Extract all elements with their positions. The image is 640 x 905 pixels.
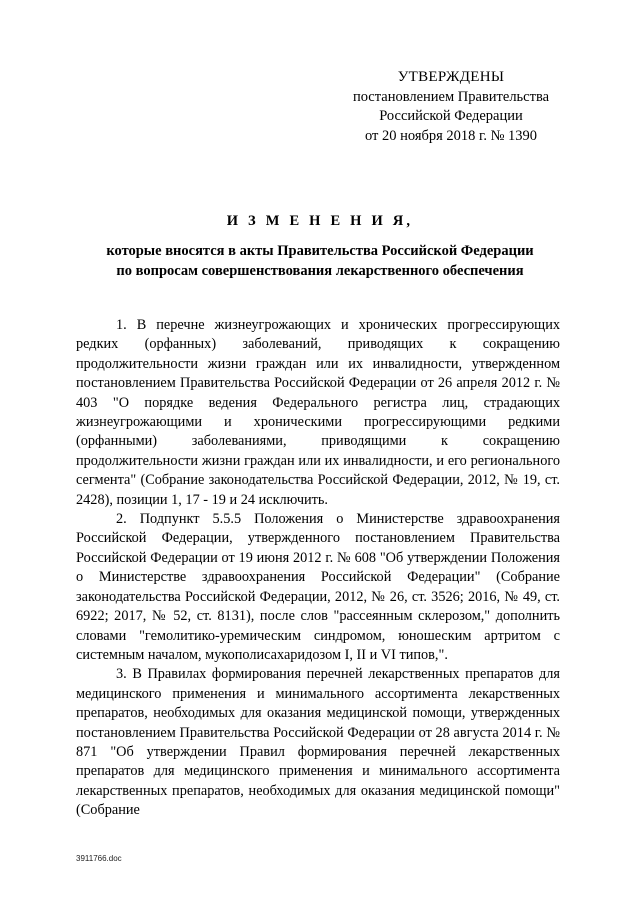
document-body xyxy=(76,316,560,821)
approval-line-date: от 20 ноября 2018 г. № 1390 xyxy=(364,127,538,144)
approval-heading: УТВЕРЖДЕНЫ xyxy=(397,69,505,85)
paragraph-2: 2. Подпункт 5.5.5 Положения о Министерстве здравоохранения Российской Федерации, утвержденного постановлением Правительства Российской Федерации от 19 июня 2012 г. № 608 "Об утверждении Положения о Министерстве здравоохранения Российской Федерации" (Собрание законодательства Российской Федерации, 2012, № 26, ст. 3526; 2016, № 49, ст. 6922; 2017, № 52, ст. 8131), после слов "рассеянным склерозом," дополнить словами "гемолитико-уремическим синдромом, юношеским артритом с системным началом, мукополисахаридозом I, II и VI типов,". xyxy=(76,511,560,663)
paragraph-1: 1. В перечне жизнеугрожающих и хронических прогрессирующих редких (орфанных) заболеваний, приводящих к сокращению продолжительности жизни граждан или их инвалидности, утвержденном постановлением Правительства Российской Федерации от 26 апреля 2012 г. № 403 "О порядке ведения Федерального регистра лиц, страдающих жизнеугрожающими и хроническими прогрессирующими редкими (орфанными) заболеваниями, приводящими к сокращению продолжительности жизни граждан или их инвалидности, и его регионального сегмента" (Собрание законодательства Российской Федерации, 2012, № 19, ст. 2428), позиции 1, 17 - 19 и 24 исключить. xyxy=(76,317,560,508)
paragraph-3: 3. В Правилах формирования перечней лекарственных препаратов для медицинского применения и минимального ассортимента лекарственных препаратов, необходимых для оказания медицинской помощи, утвержденных постановлением Правительства Российской Федерации от 28 августа 2014 г. № 871 "Об утверждении Правил формирования перечней лекарственных препаратов для медицинского применения и минимального ассортимента лекарственных препаратов, необходимых для оказания медицинской помощи" (Собрание xyxy=(76,666,560,819)
approval-line-federation: Российской Федерации xyxy=(379,108,523,124)
document-title-block xyxy=(60,213,580,281)
approval-stamp xyxy=(340,68,562,146)
document-file-code: 3911766.doc xyxy=(76,854,122,863)
document-subtitle-line-1: которые вносятся в акты Правительства Российской Федерации xyxy=(106,243,534,259)
approval-line-decree: постановлением Правительства xyxy=(352,88,550,105)
document-subtitle-line-2: по вопросам совершенствования лекарственного обеспечения xyxy=(116,262,524,279)
document-title: И З М Е Н Е Н И Я, xyxy=(226,213,414,229)
